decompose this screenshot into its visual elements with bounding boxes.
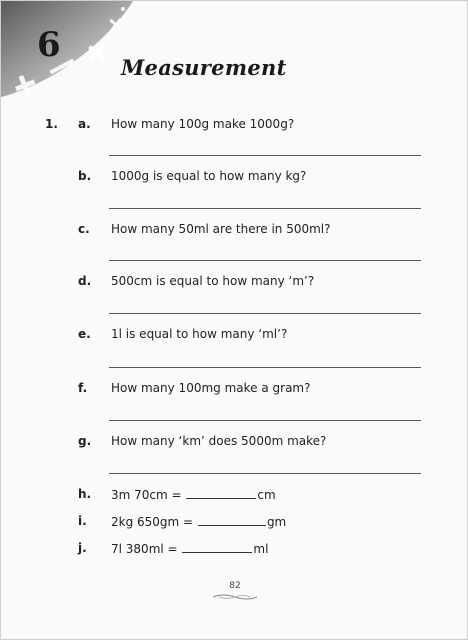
question-number: 1.	[45, 117, 58, 131]
answer-line-g[interactable]	[109, 473, 421, 474]
item-question: How many 100mg make a gram?	[111, 381, 311, 395]
answer-line-b[interactable]	[109, 208, 421, 209]
list-item	[1, 514, 468, 534]
item-letter: a.	[78, 117, 91, 131]
item-letter: c.	[78, 222, 90, 236]
item-letter: b.	[78, 169, 92, 183]
fill-unit: ml	[253, 542, 269, 556]
list-item	[1, 434, 468, 454]
fill-blank[interactable]	[186, 487, 256, 499]
list-item	[1, 117, 468, 137]
list-item	[1, 327, 468, 347]
list-item	[1, 381, 468, 401]
fill-unit: cm	[257, 488, 276, 502]
item-question: 500cm is equal to how many ‘m’?	[111, 274, 315, 288]
fill-blank[interactable]	[182, 541, 252, 553]
item-letter: h.	[78, 487, 92, 501]
chapter-number: 6	[37, 25, 61, 65]
item-letter: g.	[78, 434, 92, 448]
answer-line-e[interactable]	[109, 367, 421, 368]
item-letter: f.	[78, 381, 88, 395]
fill-prefix: 2kg 650gm =	[111, 515, 194, 529]
fill-prefix: 7l 380ml =	[111, 542, 178, 556]
answer-line-d[interactable]	[109, 313, 421, 314]
answer-line-a[interactable]	[109, 155, 421, 156]
item-letter: e.	[78, 327, 91, 341]
item-question: How many ‘km’ does 5000m make?	[111, 434, 327, 448]
page-ornament-decoration	[211, 593, 259, 601]
item-question: How many 100g make 1000g?	[111, 117, 295, 131]
item-question: 1000g is equal to how many kg?	[111, 169, 307, 183]
page-number: 82	[229, 581, 241, 591]
fill-unit: gm	[266, 515, 287, 529]
item-question: 1l is equal to how many ‘ml’?	[111, 327, 288, 341]
chapter-title: Measurement	[121, 55, 287, 80]
item-letter: i.	[78, 514, 87, 528]
fill-prefix: 3m 70cm =	[111, 488, 182, 502]
item-letter: d.	[78, 274, 92, 288]
list-item	[1, 541, 468, 561]
list-item	[1, 487, 468, 507]
answer-line-f[interactable]	[109, 420, 421, 421]
list-item	[1, 222, 468, 242]
item-question: How many 50ml are there in 500ml?	[111, 222, 331, 236]
list-item	[1, 169, 468, 189]
item-letter: j.	[78, 541, 87, 555]
answer-line-c[interactable]	[109, 260, 421, 261]
fill-blank[interactable]	[198, 514, 266, 526]
list-item	[1, 274, 468, 294]
